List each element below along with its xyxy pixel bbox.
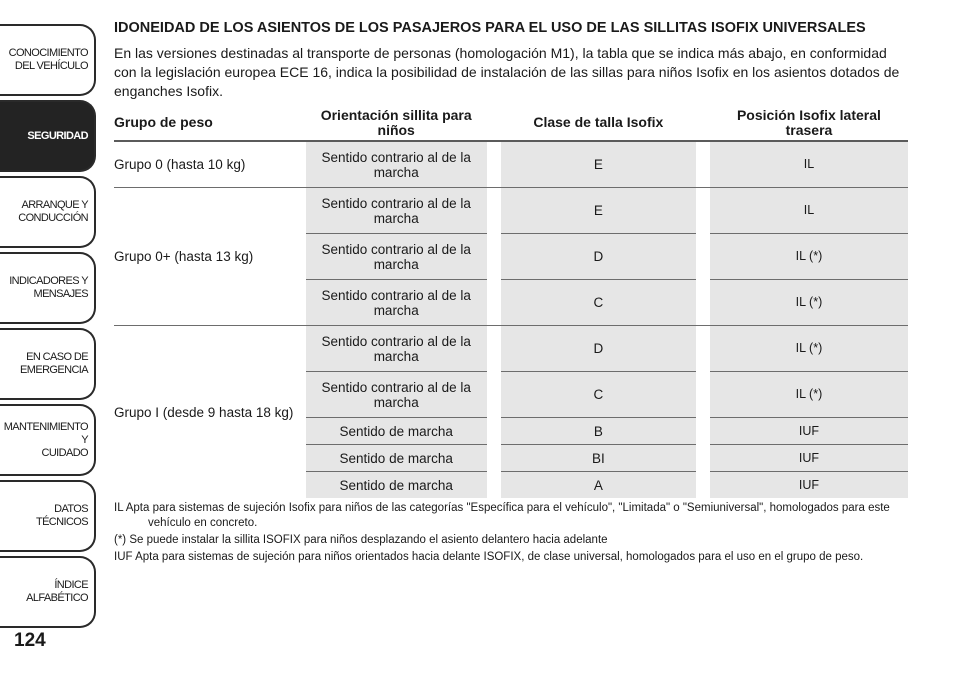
orientation-cell: Sentido de marcha bbox=[306, 472, 487, 499]
position-cell: IUF bbox=[710, 418, 908, 445]
header-clase-de-talla: Clase de talla Isofix bbox=[501, 105, 697, 141]
position-cell: IL (*) bbox=[710, 326, 908, 372]
weight-group-cell: Grupo 0 (hasta 10 kg) bbox=[114, 157, 246, 172]
tab-arranque-y-conduccion[interactable] bbox=[0, 176, 96, 248]
tab-datos-tecnicos[interactable] bbox=[0, 480, 96, 552]
header-orientacion: Orientación sillita para niños bbox=[306, 105, 487, 141]
header-grupo-de-peso: Grupo de peso bbox=[114, 105, 306, 141]
position-cell: IL (*) bbox=[710, 280, 908, 326]
position-cell: IL (*) bbox=[710, 372, 908, 418]
tab-label: INDICADORES Y MENSAJES bbox=[9, 275, 88, 300]
tab-label: ÍNDICE ALFABÉTICO bbox=[26, 579, 88, 604]
orientation-cell: Sentido contrario al de la marcha bbox=[306, 372, 487, 418]
size-class-cell: C bbox=[501, 372, 697, 418]
size-class-cell: BI bbox=[501, 445, 697, 472]
tab-en-caso-de-emergencia[interactable] bbox=[0, 328, 96, 400]
isofix-suitability-table bbox=[114, 105, 908, 498]
tab-label: ARRANQUE Y CONDUCCIÓN bbox=[18, 199, 88, 224]
orientation-cell: Sentido contrario al de la marcha bbox=[306, 280, 487, 326]
table-notes bbox=[114, 501, 908, 565]
table-row bbox=[114, 141, 908, 188]
size-class-cell: D bbox=[501, 326, 697, 372]
orientation-cell: Sentido contrario al de la marcha bbox=[306, 234, 487, 280]
orientation-cell: Sentido de marcha bbox=[306, 445, 487, 472]
tab-indice-alfabetico[interactable] bbox=[0, 556, 96, 628]
table-row bbox=[114, 326, 908, 372]
orientation-cell: Sentido contrario al de la marcha bbox=[306, 326, 487, 372]
tab-label: EN CASO DE EMERGENCIA bbox=[20, 351, 88, 376]
size-class-cell: E bbox=[501, 141, 697, 188]
section-title: IDONEIDAD DE LOS ASIENTOS DE LOS PASAJEROS PARA EL USO DE LAS SILLITAS ISOFIX UNIVERSALES bbox=[114, 20, 866, 36]
note-il: IL Apta para sistemas de sujeción Isofix para niños de las categorías "Específica para el vehículo", "Limitada" o "Semiuniversal", homologados para este vehículo en concreto. bbox=[114, 502, 890, 529]
tab-label: SEGURIDAD bbox=[27, 129, 88, 142]
page-number: 124 bbox=[14, 630, 46, 651]
orientation-cell: Sentido de marcha bbox=[306, 418, 487, 445]
note-iuf: IUF Apta para sistemas de sujeción para niños orientados hacia delante ISOFIX, de clase universal, homologados para el uso en el grupo de peso. bbox=[114, 551, 864, 563]
size-class-cell: A bbox=[501, 472, 697, 499]
tab-label: DATOS TÉCNICOS bbox=[35, 503, 88, 528]
table-header-row bbox=[114, 105, 908, 141]
weight-group-cell: Grupo 0+ (hasta 13 kg) bbox=[114, 188, 306, 326]
header-posicion: Posición Isofix lateral trasera bbox=[710, 105, 908, 141]
note-asterisk: (*) Se puede instalar la sillita ISOFIX para niños desplazando el asiento delantero hacia adelante bbox=[114, 534, 608, 546]
orientation-cell: Sentido contrario al de la marcha bbox=[306, 188, 487, 234]
tab-seguridad[interactable] bbox=[0, 100, 96, 172]
tab-indicadores-y-mensajes[interactable] bbox=[0, 252, 96, 324]
tab-label: MANTENIMIENTO Y CUIDADO bbox=[3, 420, 88, 459]
size-class-cell: B bbox=[501, 418, 697, 445]
tab-mantenimiento-y-cuidado[interactable] bbox=[0, 404, 96, 476]
position-cell: IL bbox=[710, 141, 908, 188]
position-cell: IL bbox=[710, 188, 908, 234]
size-class-cell: C bbox=[501, 280, 697, 326]
main-content bbox=[114, 20, 908, 567]
tab-conocimiento-del-vehiculo[interactable] bbox=[0, 24, 96, 96]
tab-label: CONOCIMIENTO DEL VEHÍCULO bbox=[8, 47, 88, 72]
orientation-cell: Sentido contrario al de la marcha bbox=[306, 141, 487, 188]
table-row bbox=[114, 188, 908, 234]
size-class-cell: D bbox=[501, 234, 697, 280]
weight-group-cell: Grupo I (desde 9 hasta 18 kg) bbox=[114, 326, 306, 499]
position-cell: IL (*) bbox=[710, 234, 908, 280]
position-cell: IUF bbox=[710, 445, 908, 472]
size-class-cell: E bbox=[501, 188, 697, 234]
position-cell: IUF bbox=[710, 472, 908, 499]
intro-paragraph: En las versiones destinadas al transporte de personas (homologación M1), la tabla que se indica más abajo, en conformidad con la legislación europea ECE 16, indica la posibilidad de instalación de las sillas para niños Isofix en los asientos dotados de enganches Isofix. bbox=[114, 45, 900, 99]
